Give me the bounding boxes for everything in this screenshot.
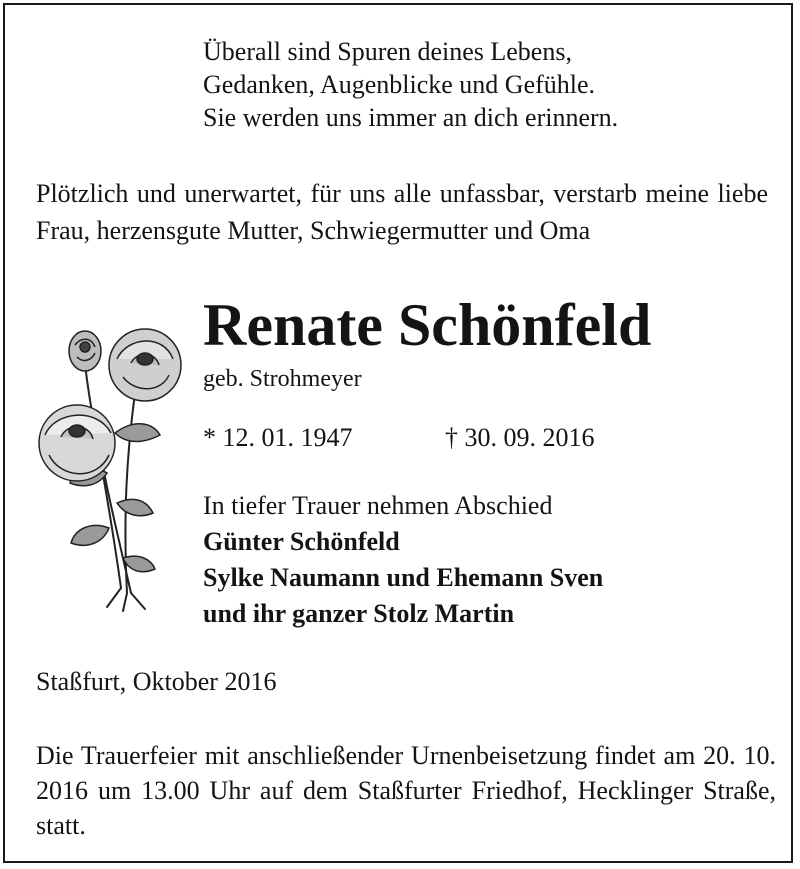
funeral-notice: Die Trauerfeier mit anschließender Urnenbeisetzung findet am 20. 10. 2016 um 13.00 Uhr auf dem Staßfurter Friedhof, Hecklinger Straße, statt.: [36, 741, 776, 840]
mourner-name: Günter Schönfeld: [203, 527, 400, 556]
mourner-name: und ihr ganzer Stolz Martin: [203, 599, 515, 628]
poem-line: Sie werden uns immer an dich erinnern.: [203, 103, 619, 132]
mourner-name: Sylke Naumann und Ehemann Sven: [203, 563, 604, 592]
mourners-intro: In tiefer Trauer nehmen Abschied: [203, 491, 553, 520]
maiden-name: geb. Strohmeyer: [203, 366, 362, 392]
birth-date: * 12. 01. 1947: [203, 423, 353, 452]
death-date: † 30. 09. 2016: [445, 423, 595, 452]
mourners-block: [203, 488, 603, 632]
roses-icon: [35, 323, 200, 615]
place-date: Staßfurt, Oktober 2016: [36, 667, 277, 696]
poem-line: Gedanken, Augenblicke und Gefühle.: [203, 70, 596, 99]
deceased-name: Renate Schönfeld: [203, 292, 652, 358]
roses-illustration: [35, 323, 200, 615]
obituary-card: [3, 3, 793, 863]
announcement-intro: Plötzlich und unerwartet, für uns alle unfassbar, verstarb meine liebe Frau, herzensgute Mutter, Schwiegermutter und Oma: [36, 179, 768, 245]
poem-line: Überall sind Spuren deines Lebens,: [203, 37, 572, 66]
memorial-poem: [203, 35, 618, 134]
